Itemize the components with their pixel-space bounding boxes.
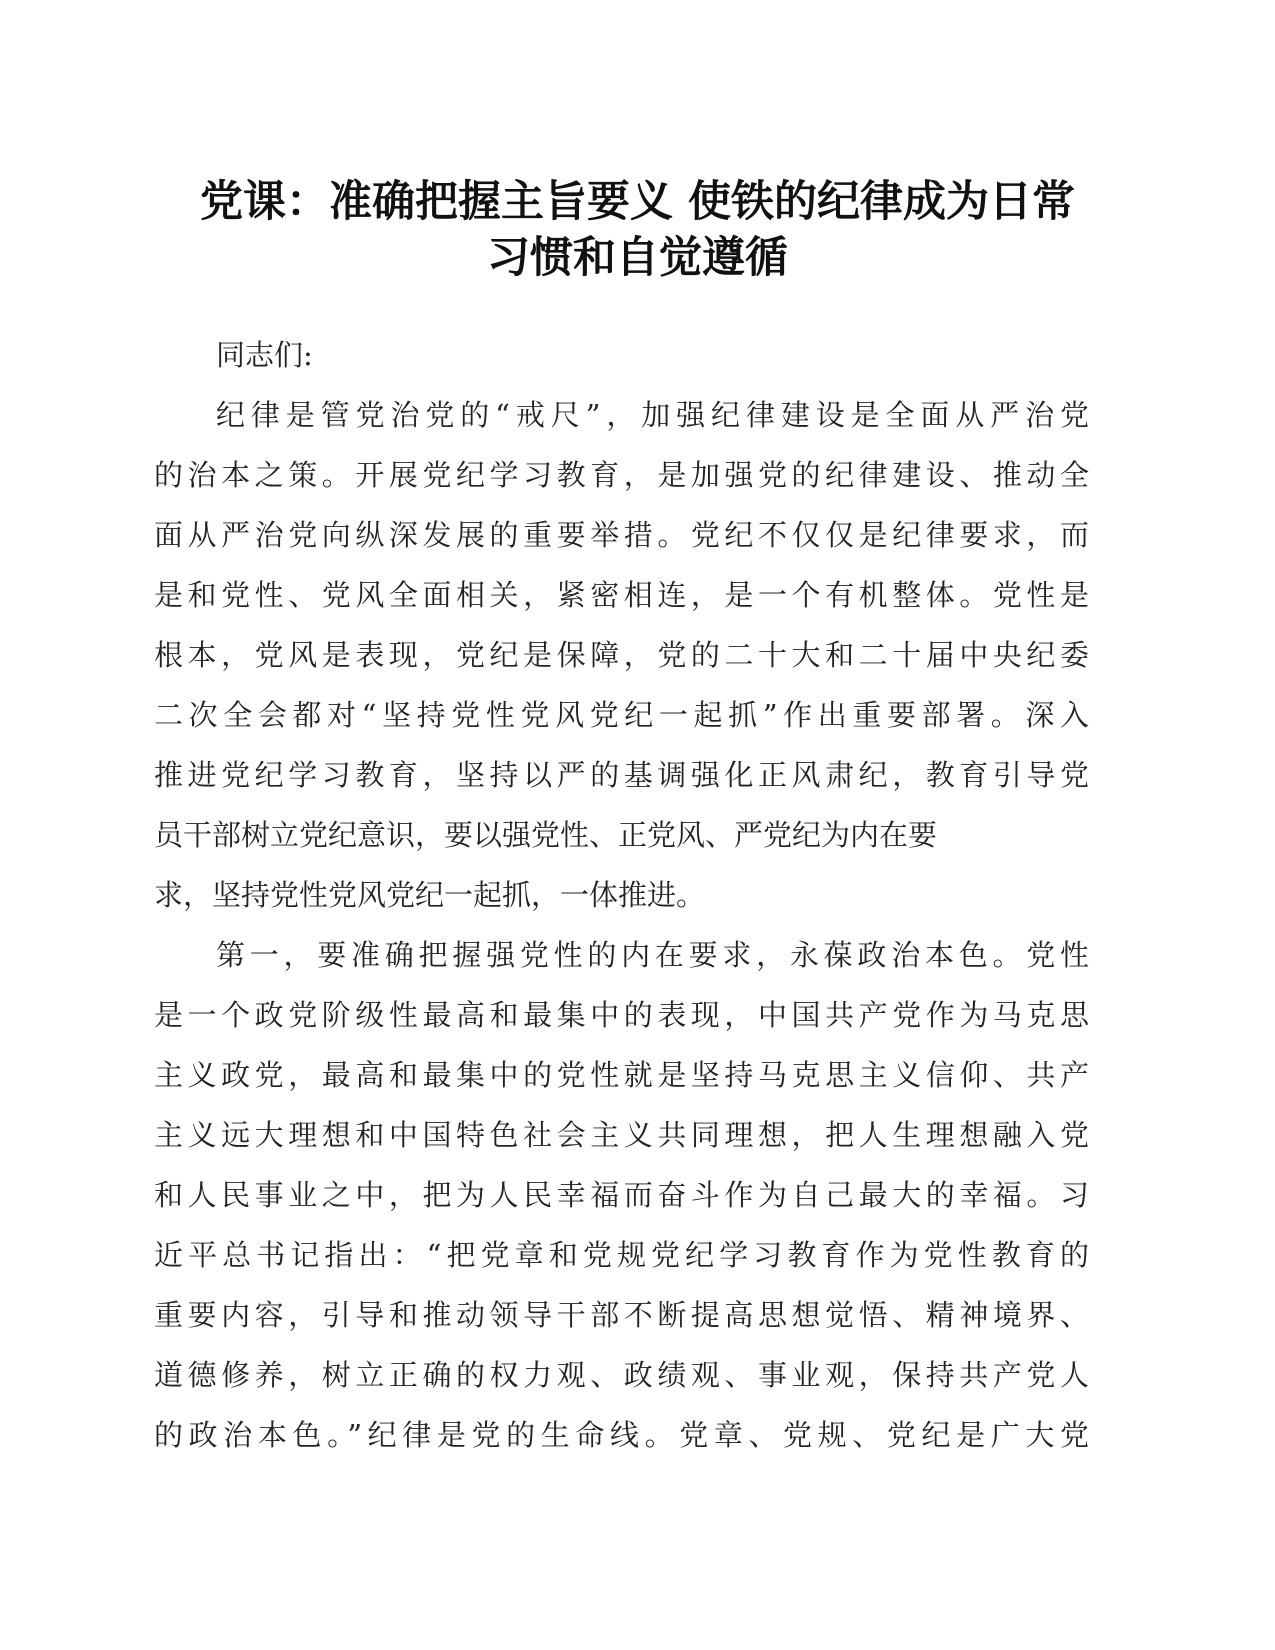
paragraph-line: 重要内容，引导和推动领导干部不断提高思想觉悟、精神境界、: [154, 1298, 1089, 1332]
paragraph-line: 的治本之策。开展党纪学习教育，是加强党的纪律建设、推动全: [154, 458, 1089, 492]
paragraph-line: 面从严治党向纵深发展的重要举措。党纪不仅仅是纪律要求，而: [154, 518, 1089, 552]
title-line: 习惯和自觉遵循: [487, 233, 788, 283]
paragraph-line: 道德修养，树立正确的权力观、政绩观、事业观，保持共产党人: [154, 1358, 1089, 1392]
paragraph-line: 是一个政党阶级性最高和最集中的表现，中国共产党作为马克思: [154, 998, 1089, 1032]
paragraph-line: 根本，党风是表现，党纪是保障，党的二十大和二十届中央纪委: [154, 638, 1089, 672]
paragraph-line: 主义远大理想和中国特色社会主义共同理想，把人生理想融入党: [154, 1118, 1089, 1152]
paragraph-line: 员干部树立党纪意识，要以强党性、正党风、严党纪为内在要: [154, 818, 938, 852]
paragraph-line: 求，坚持党性党风党纪一起抓，一体推进。: [154, 878, 706, 912]
paragraph-line: 主义政党，最高和最集中的党性就是坚持马克思主义信仰、共产: [154, 1058, 1089, 1092]
document-title: [150, 174, 1125, 286]
paragraph-line: 纪律是管党治党的“戒尺”，加强纪律建设是全面从严治党: [216, 398, 1089, 432]
paragraph-line: 近平总书记指出：“把党章和党规党纪学习教育作为党性教育的: [154, 1238, 1089, 1272]
salutation: [154, 325, 1089, 385]
title-line: 党课：准确把握主旨要义 使铁的纪律成为日常: [200, 177, 1075, 227]
paragraph-line: 的政治本色。”纪律是党的生命线。党章、党规、党纪是广大党: [154, 1418, 1089, 1452]
document-body: [154, 325, 1089, 1465]
paragraph-line: 二次全会都对“坚持党性党风党纪一起抓”作出重要部署。深入: [154, 698, 1089, 732]
paragraph-line: 第一，要准确把握强党性的内在要求，永葆政治本色。党性: [216, 938, 1089, 972]
paragraph-line: 推进党纪学习教育，坚持以严的基调强化正风肃纪，教育引导党: [154, 758, 1089, 792]
paragraph-2: [154, 925, 1089, 1465]
paragraph-line: 是和党性、党风全面相关，紧密相连，是一个有机整体。党性是: [154, 578, 1089, 612]
salutation-text: 同志们:: [216, 338, 313, 372]
paragraph-1: [154, 385, 1089, 925]
paragraph-line: 和人民事业之中，把为人民幸福而奋斗作为自己最大的幸福。习: [154, 1178, 1089, 1212]
